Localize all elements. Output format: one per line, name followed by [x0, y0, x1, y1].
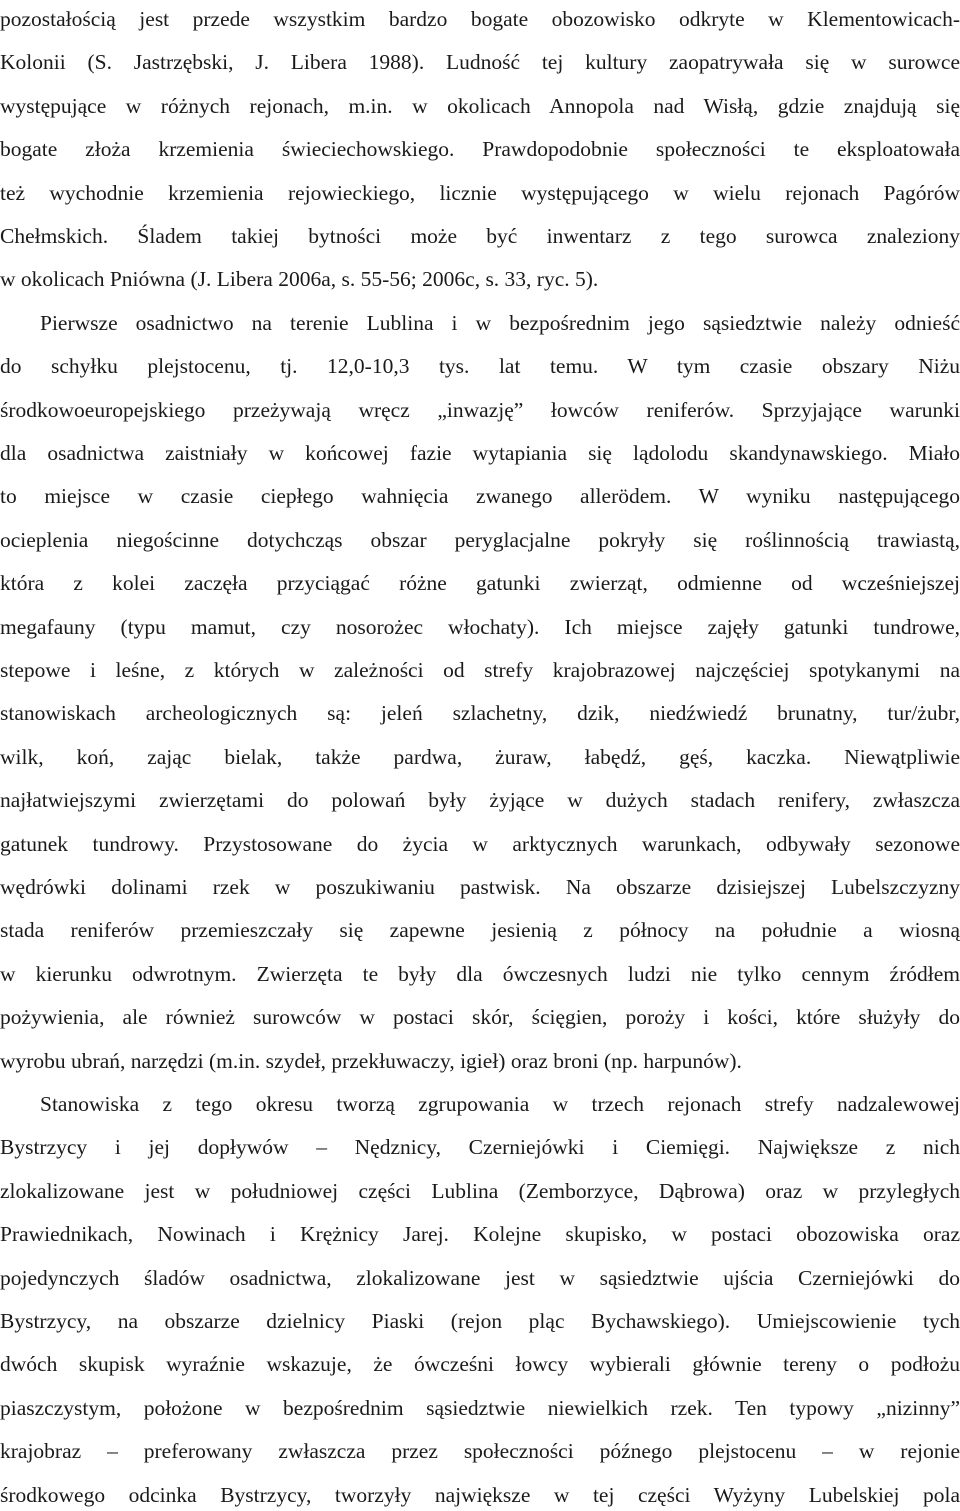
text-line: dwóch skupisk wyraźnie wskazuje, że ówcześni łowcy wybierali głównie tereny o podłożu	[0, 1352, 960, 1377]
text-line: megafauny (typu mamut, czy nosorożec włochaty). Ich miejsce zajęły gatunki tundrowe,	[0, 614, 960, 639]
text-line: dla osadnictwa zaistniały w końcowej fazie wytapiania się lądolodu skandynawskiego. Miało	[0, 441, 960, 465]
text-line: bogate złoża krzemienia świeciechowskiego. Prawdopodobnie społeczności te eksploatowała	[0, 137, 960, 162]
text-line: ocieplenia niegościnne dotychcząs obszar peryglacjalne pokryły się roślinnością trawiastą,	[0, 527, 960, 552]
text-line: w kierunku odwrotnym. Zwierzęta te były dla ówczesnych ludzi nie tylko cennym źródłem	[0, 961, 960, 986]
text-line: stepowe i leśne, z których w zależności od strefy krajobrazowej najczęściej spotykanymi na	[0, 658, 960, 682]
text-line: Kolonii (S. Jastrzębski, J. Libera 1988). Ludność tej kultury zaopatrywała się w surowce	[0, 50, 960, 75]
text-line: najłatwiejszymi zwierzętami do polowań były żyjące w dużych stadach renifery, zwłaszcza	[0, 788, 960, 813]
text-line: występujące w różnych rejonach, m.in. w okolicach Annopola nad Wisłą, gdzie znajdują się	[0, 93, 960, 118]
text-line: w okolicach Pniówna (J. Libera 2006a, s. 55-56; 2006c, s. 33, ryc. 5).	[0, 267, 599, 292]
text-line: też wychodnie krzemienia rejowieckiego, licznie występującego w wielu rejonach Pagórów	[0, 180, 960, 205]
text-line: Prawiednikach, Nowinach i Krężnicy Jarej. Kolejne skupisko, w postaci obozowiska oraz	[0, 1222, 960, 1247]
text-line: pojedynczych śladów osadnictwa, zlokalizowane jest w sąsiedztwie ujścia Czerniejówki do	[0, 1265, 960, 1290]
text-line: stanowiskach archeologicznych są: jeleń szlachetny, dzik, niedźwiedź brunatny, tur/żubr,	[0, 701, 960, 726]
text-line: zlokalizowane jest w południowej części Lublina (Zemborzyce, Dąbrowa) oraz w przyległych	[0, 1178, 960, 1203]
text-line: stada reniferów przemieszczały się zapewne jesienią z północy na południe a wiosną	[0, 918, 960, 943]
text-line: pozostałością jest przede wszystkim bardzo bogate obozowisko odkryte w Klementowicach-	[0, 7, 960, 31]
text-line: wyrobu ubrań, narzędzi (m.in. szydeł, przekłuwaczy, igieł) oraz broni (np. harpunów).	[0, 1048, 742, 1073]
text-line: środkowego odcinka Bystrzycy, tworzyły największe w tej części Wyżyny Lubelskiej pola	[0, 1482, 960, 1507]
text-line: krajobraz – preferowany zwłaszcza przez społeczności późnego plejstocenu – w rejonie	[0, 1439, 960, 1464]
text-line: do schyłku plejstocenu, tj. 12,0-10,3 tys. lat temu. W tym czasie obszary Niżu	[0, 354, 960, 379]
text-line: to miejsce w czasie ciepłego wahnięcia zwanego allerödem. W wyniku następującego	[0, 484, 960, 509]
text-line: Bystrzycy i jej dopływów – Nędznicy, Czerniejówki i Ciemięgi. Największe z nich	[0, 1135, 960, 1160]
text-line: środkowoeuropejskiego przeżywają wręcz „inwazję” łowców reniferów. Sprzyjające warunki	[0, 397, 960, 422]
text-line: wilk, koń, zając bielak, także pardwa, żuraw, łabędź, gęś, kaczka. Niewątpliwie	[0, 744, 960, 769]
text-line: wędrówki dolinami rzek w poszukiwaniu pastwisk. Na obszarze dzisiejszej Lubelszczyzny	[0, 875, 960, 899]
text-line: Bystrzycy, na obszarze dzielnicy Piaski (rejon pląc Bychawskiego). Umiejscowienie tych	[0, 1309, 960, 1333]
text-line: gatunek tundrowy. Przystosowane do życia w arktycznych warunkach, odbywały sezonowe	[0, 831, 960, 856]
text-line: pożywienia, ale również surowców w postaci skór, ścięgien, poroży i kości, które służyły do	[0, 1005, 960, 1030]
text-line: Pierwsze osadnictwo na terenie Lublina i w bezpośrednim jego sąsiedztwie należy odnieść	[40, 310, 960, 335]
text-line: piaszczystym, położone w bezpośrednim sąsiedztwie niewielkich rzek. Ten typowy „nizinny”	[0, 1395, 960, 1420]
text-line: Chełmskich. Śladem takiej bytności może być inwentarz z tego surowca znaleziony	[0, 224, 960, 248]
text-line: która z kolei zaczęła przyciągać różne gatunki zwierząt, odmienne od wcześniejszej	[0, 571, 960, 596]
text-line: Stanowiska z tego okresu tworzą zgrupowania w trzech rejonach strefy nadzalewowej	[40, 1092, 960, 1116]
